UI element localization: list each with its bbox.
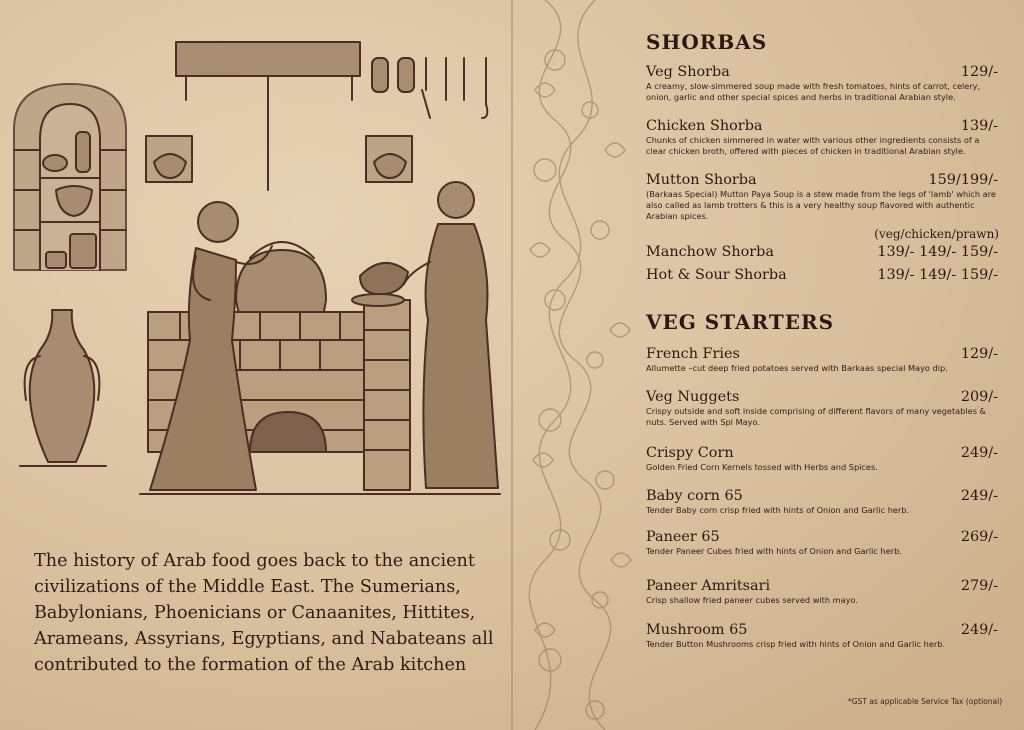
item-price: 249/- xyxy=(960,488,998,504)
item-description: Crispy outside and soft inside comprising of different flavors of many vegetables & nuts. Served with Spl Mayo. xyxy=(646,406,986,427)
arab-kitchen-illustration xyxy=(0,0,512,530)
item-description: Chunks of chicken simmered in water with various other ingredients consists of a clear chicken broth, offered with pieces of chicken in traditional Arabian style. xyxy=(646,135,980,156)
item-price: 249/- xyxy=(960,622,998,638)
variant-note: (veg/chicken/prawn) xyxy=(874,227,999,241)
item-description: Tender Paneer Cubes fried with hints of Onion and Garlic herb. xyxy=(646,546,902,556)
item-name: Hot & Sour Shorba xyxy=(646,267,787,283)
item-description: Tender Button Mushrooms crisp fried with hints of Onion and Garlic herb. xyxy=(646,639,946,649)
item-name: French Fries xyxy=(646,346,740,362)
item-description: Crisp shallow fried paneer cubes served with mayo. xyxy=(646,595,858,605)
item-price: 139/- 149/- 159/- xyxy=(877,267,998,283)
item-price: 249/- xyxy=(960,445,998,461)
item-name: Chicken Shorba xyxy=(646,118,763,134)
item-price: 129/- xyxy=(960,346,998,362)
menu-item-chicken-shorba xyxy=(646,118,998,157)
shorbas-heading: SHORBAS xyxy=(646,30,768,54)
item-name: Baby corn 65 xyxy=(646,488,743,504)
history-paragraph: The history of Arab food goes back to the ancient civilizations of the Middle East. The Sumerians, Babylonians, Phoenicians or Canaanites, Hittites, Arameans, Assyrians, Egyptians, and Nabateans all contributed to the formation of the Arab kitchen xyxy=(34,551,494,675)
menu-item-paneer-65 xyxy=(646,529,998,557)
item-description: Golden Fried Corn Kernels tossed with Herbs and Spices. xyxy=(646,462,878,472)
item-description: Tender Baby corn crisp fried with hints of Onion and Garlic herb. xyxy=(646,505,910,515)
menu-item-baby-corn-65 xyxy=(646,488,998,516)
menu-item-veg-shorba xyxy=(646,64,998,103)
menu-item-crispy-corn xyxy=(646,445,998,473)
item-price: 209/- xyxy=(960,389,998,405)
menu-item-french-fries xyxy=(646,346,998,374)
page-fold xyxy=(511,0,513,730)
item-name: Mushroom 65 xyxy=(646,622,748,638)
item-price: 139/- xyxy=(960,118,998,134)
item-name: Mutton Shorba xyxy=(646,172,757,188)
floral-ornament-band xyxy=(515,0,640,730)
item-name: Paneer Amritsari xyxy=(646,578,771,594)
item-description: (Barkaas Special) Mutton Paya Soup is a stew made from the legs of 'lamb' which are also called as lamb trotters & this is a very healthy soup flavored with authentic Arabian spices. xyxy=(646,189,996,221)
veg-starters-heading: VEG STARTERS xyxy=(646,310,835,334)
item-price: 129/- xyxy=(960,64,998,80)
item-price: 279/- xyxy=(960,578,998,594)
menu-item-veg-nuggets xyxy=(646,389,998,428)
menu-column xyxy=(646,0,1001,730)
item-price: 269/- xyxy=(960,529,998,545)
item-description: Allumette –cut deep fried potatoes served with Barkaas special Mayo dip. xyxy=(646,363,948,373)
tax-footnote: *GST as applicable Service Tax (optional) xyxy=(848,697,1003,706)
menu-item-mushroom-65 xyxy=(646,622,998,650)
menu-item-hot-sour-shorba xyxy=(646,267,998,283)
item-name: Crispy Corn xyxy=(646,445,734,461)
menu-item-manchow-shorba xyxy=(646,244,998,260)
item-name: Veg Nuggets xyxy=(646,389,740,405)
menu-item-mutton-shorba xyxy=(646,172,998,222)
item-name: Paneer 65 xyxy=(646,529,720,545)
menu-item-paneer-amritsari xyxy=(646,578,998,606)
item-description: A creamy, slow-simmered soup made with fresh tomatoes, hints of carrot, celery, onion, garlic and other special spices and herbs in traditional Arabian style. xyxy=(646,81,981,102)
item-price: 139/- 149/- 159/- xyxy=(877,244,998,260)
item-price: 159/199/- xyxy=(928,172,998,188)
item-name: Manchow Shorba xyxy=(646,244,774,260)
item-name: Veg Shorba xyxy=(646,64,730,80)
